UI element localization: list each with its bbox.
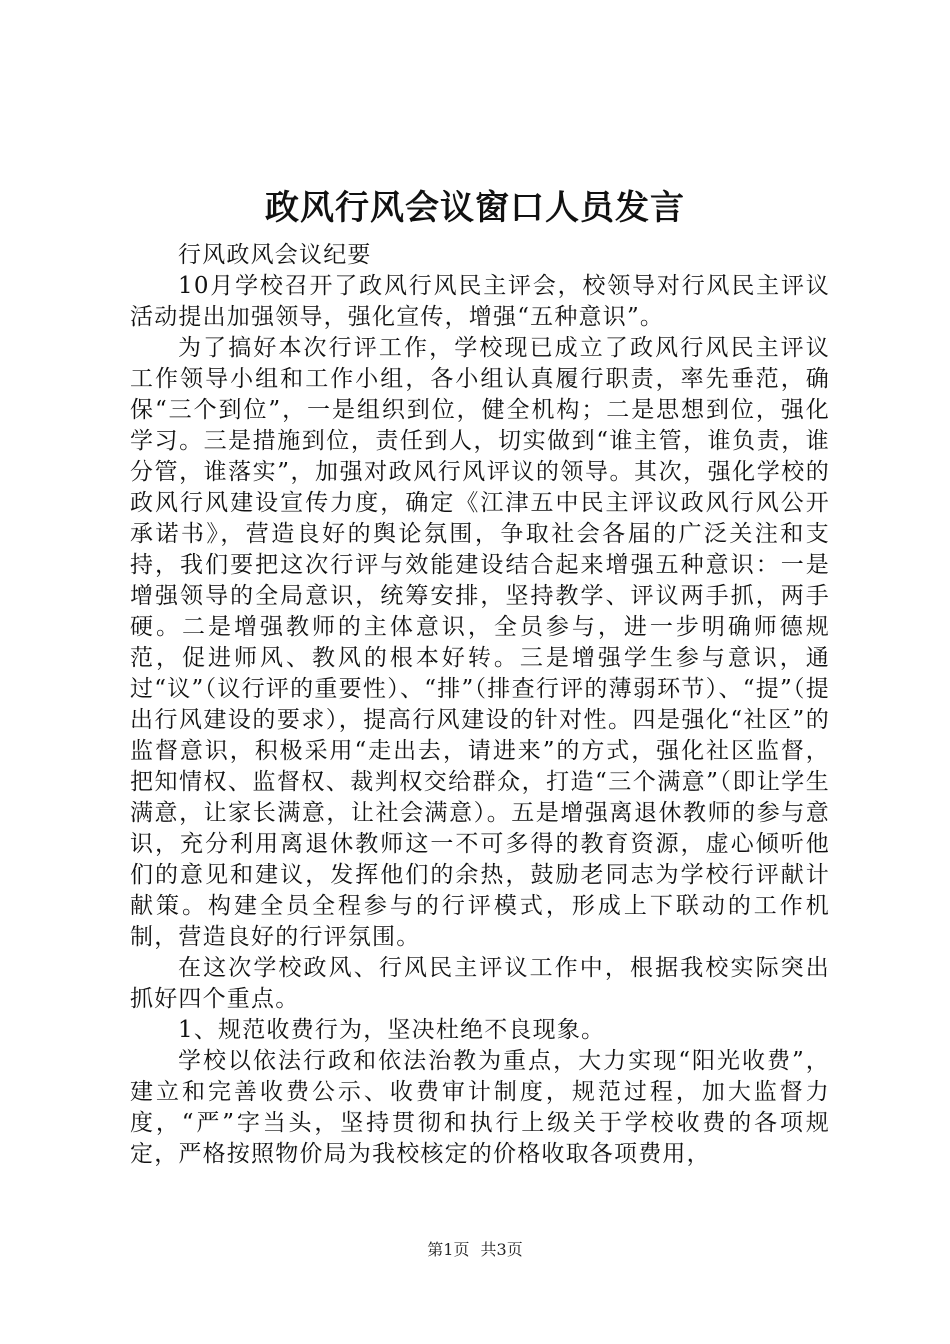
paragraph: 在这次学校政风、行风民主评议工作中，根据我校实际突出抓好四个重点。 — [130, 955, 830, 1012]
page-total: 共3页 — [480, 1240, 523, 1259]
document-title: 政风行风会议窗口人员发言 — [265, 188, 685, 228]
paragraph: 10月学校召开了政风行风民主评会，校领导对行风民主评议活动提出加强领导，强化宣传，增强“五种意识”。 — [130, 273, 830, 330]
page-number: 第1页 — [427, 1240, 470, 1259]
paragraph: 1、规范收费行为，坚决杜绝不良现象。 — [178, 1017, 606, 1043]
document-body — [130, 240, 830, 1170]
paragraph: 学校以依法行政和依法治教为重点，大力实现“阳光收费”，建立和完善收费公示、收费审计制度，规范过程，加大监督力度，“严”字当头，坚持贯彻和执行上级关于学校收费的各项规定，严格按照物价局为我校核定的价格收取各项费用， — [130, 1048, 830, 1167]
page-footer — [0, 1240, 950, 1260]
paragraph-subtitle: 行风政风会议纪要 — [178, 242, 372, 268]
paragraph: 为了搞好本次行评工作，学校现已成立了政风行风民主评议工作领导小组和工作小组，各小组认真履行职责，率先垂范，确保“三个到位”，一是组织到位，健全机构；二是思想到位，强化学习。三是措施到位，责任到人，切实做到“谁主管，谁负责，谁分管，谁落实”，加强对政风行风评议的领导。其次，强化学校的政风行风建设宣传力度，确定《江津五中民主评议政风行风公开承诺书》，营造良好的舆论氛围，争取社会各届的广泛关注和支持，我们要把这次行评与效能建设结合起来增强五种意识：一是增强领导的全局意识，统筹安排，坚持教学、评议两手抓，两手硬。二是增强教师的主体意识，全员参与，进一步明确师德规范，促进师风、教风的根本好转。三是增强学生参与意识，通过“议”（议行评的重要性）、“排”（排查行评的薄弱环节）、“提”（提出行风建设的要求），提高行风建设的针对性。四是强化“社区”的监督意识，积极采用“走出去，请进来”的方式，强化社区监督，把知情权、监督权、裁判权交给群众，打造“三个满意”（即让学生满意，让家长满意，让社会满意）。五是增强离退休教师的参与意识，充分利用离退休教师这一不可多得的教育资源，虚心倾听他们的意见和建议，发挥他们的余热，鼓励老同志为学校行评献计献策。构建全员全程参与的行评模式，形成上下联动的工作机制，营造良好的行评氛围。 — [130, 335, 830, 950]
